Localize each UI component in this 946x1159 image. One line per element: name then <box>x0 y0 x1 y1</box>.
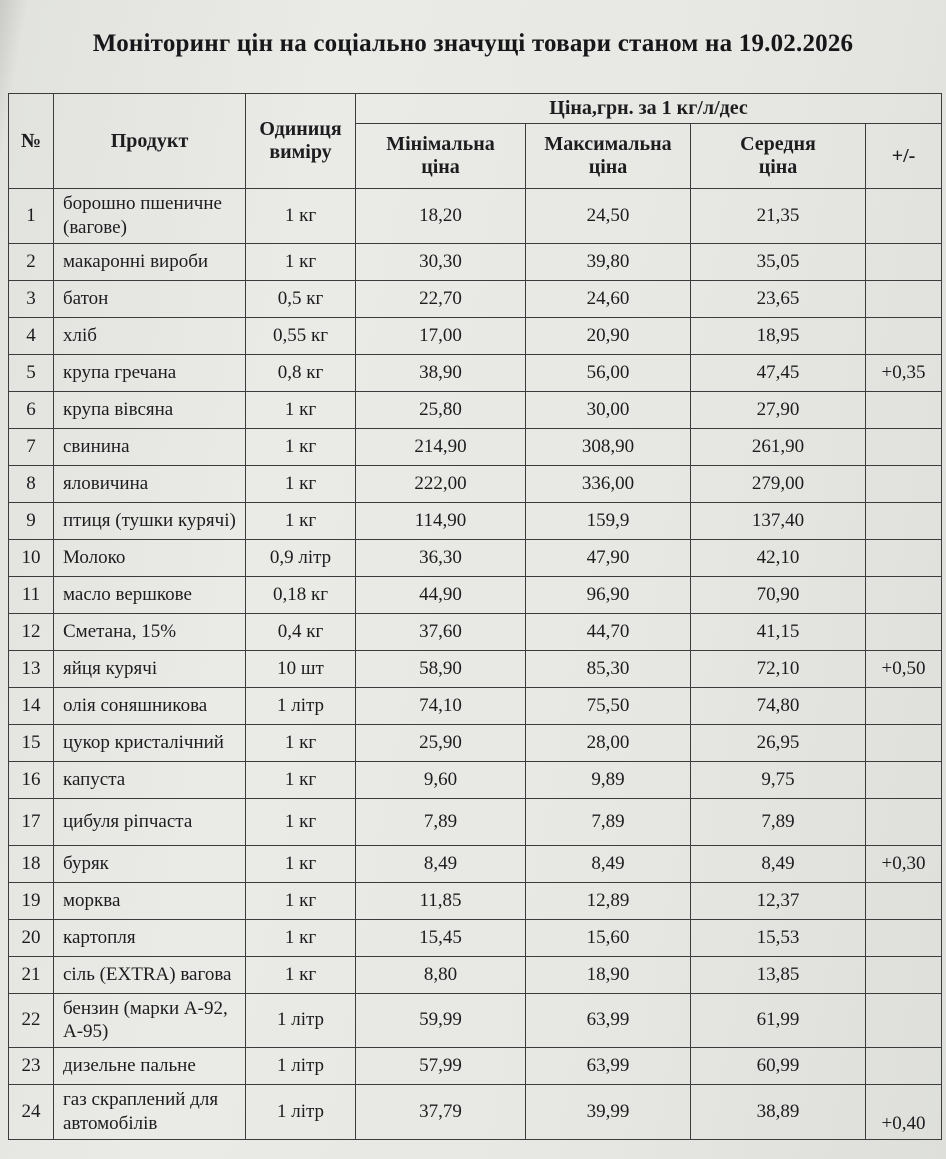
cell-delta <box>866 502 942 539</box>
cell-unit: 1 кг <box>246 243 356 280</box>
cell-unit: 1 кг <box>246 502 356 539</box>
cell-avg-price: 8,49 <box>691 845 866 882</box>
table-row <box>9 687 942 724</box>
table-row <box>9 845 942 882</box>
table-row <box>9 724 942 761</box>
cell-unit: 1 кг <box>246 845 356 882</box>
cell-number: 5 <box>9 354 54 391</box>
cell-product: макаронні вироби <box>54 243 246 280</box>
cell-delta <box>866 919 942 956</box>
header-row-group <box>9 94 942 124</box>
cell-delta <box>866 391 942 428</box>
cell-unit: 1 кг <box>246 798 356 845</box>
cell-product: крупа вівсяна <box>54 391 246 428</box>
table-row <box>9 993 942 1048</box>
cell-max-price: 75,50 <box>526 687 691 724</box>
cell-delta <box>866 956 942 993</box>
cell-delta <box>866 539 942 576</box>
cell-avg-price: 35,05 <box>691 243 866 280</box>
cell-delta <box>866 687 942 724</box>
table-row <box>9 317 942 354</box>
cell-min-price: 57,99 <box>356 1048 526 1085</box>
table-row <box>9 613 942 650</box>
table-row <box>9 956 942 993</box>
cell-min-price: 17,00 <box>356 317 526 354</box>
cell-max-price: 96,90 <box>526 576 691 613</box>
cell-avg-price: 41,15 <box>691 613 866 650</box>
cell-avg-price: 15,53 <box>691 919 866 956</box>
cell-product: яйця курячі <box>54 650 246 687</box>
cell-avg-price: 27,90 <box>691 391 866 428</box>
cell-delta <box>866 465 942 502</box>
cell-avg-price: 61,99 <box>691 993 866 1048</box>
cell-max-price: 47,90 <box>526 539 691 576</box>
cell-min-price: 25,80 <box>356 391 526 428</box>
cell-min-price: 36,30 <box>356 539 526 576</box>
cell-min-price: 18,20 <box>356 189 526 244</box>
cell-unit: 0,55 кг <box>246 317 356 354</box>
cell-unit: 0,4 кг <box>246 613 356 650</box>
cell-min-price: 8,80 <box>356 956 526 993</box>
cell-unit: 1 кг <box>246 761 356 798</box>
cell-product: птиця (тушки курячі) <box>54 502 246 539</box>
column-header-price-group: Ціна,грн. за 1 кг/л/дес <box>356 94 942 124</box>
cell-delta <box>866 613 942 650</box>
cell-delta <box>866 317 942 354</box>
cell-min-price: 30,30 <box>356 243 526 280</box>
cell-unit: 10 шт <box>246 650 356 687</box>
cell-number: 24 <box>9 1085 54 1140</box>
cell-delta <box>866 280 942 317</box>
table-row <box>9 502 942 539</box>
cell-number: 15 <box>9 724 54 761</box>
cell-unit: 0,8 кг <box>246 354 356 391</box>
cell-product: Сметана, 15% <box>54 613 246 650</box>
table-row <box>9 243 942 280</box>
cell-unit: 1 кг <box>246 956 356 993</box>
cell-unit: 1 літр <box>246 687 356 724</box>
cell-avg-price: 74,80 <box>691 687 866 724</box>
cell-avg-price: 21,35 <box>691 189 866 244</box>
cell-avg-price: 7,89 <box>691 798 866 845</box>
cell-avg-price: 70,90 <box>691 576 866 613</box>
cell-min-price: 222,00 <box>356 465 526 502</box>
cell-max-price: 24,60 <box>526 280 691 317</box>
cell-avg-price: 18,95 <box>691 317 866 354</box>
cell-delta: +0,50 <box>866 650 942 687</box>
price-monitoring-table <box>8 93 942 1140</box>
cell-avg-price: 42,10 <box>691 539 866 576</box>
cell-number: 8 <box>9 465 54 502</box>
cell-max-price: 39,99 <box>526 1085 691 1140</box>
cell-product: бензин (марки А-92, А-95) <box>54 993 246 1048</box>
cell-avg-price: 23,65 <box>691 280 866 317</box>
cell-delta <box>866 428 942 465</box>
cell-max-price: 18,90 <box>526 956 691 993</box>
cell-product: масло вершкове <box>54 576 246 613</box>
cell-product: крупа гречана <box>54 354 246 391</box>
cell-number: 21 <box>9 956 54 993</box>
cell-unit: 1 кг <box>246 724 356 761</box>
column-header-max-price: Максимальна ціна <box>526 124 691 189</box>
cell-number: 16 <box>9 761 54 798</box>
column-header-number: № <box>9 94 54 189</box>
column-header-min-price: Мінімальна ціна <box>356 124 526 189</box>
cell-min-price: 58,90 <box>356 650 526 687</box>
table-row <box>9 354 942 391</box>
cell-max-price: 9,89 <box>526 761 691 798</box>
cell-product: газ скраплений для автомобілів <box>54 1085 246 1140</box>
cell-avg-price: 72,10 <box>691 650 866 687</box>
cell-delta <box>866 724 942 761</box>
cell-min-price: 38,90 <box>356 354 526 391</box>
cell-number: 11 <box>9 576 54 613</box>
cell-number: 4 <box>9 317 54 354</box>
cell-product: цибуля ріпчаста <box>54 798 246 845</box>
cell-product: хліб <box>54 317 246 354</box>
cell-product: борошно пшеничне (вагове) <box>54 189 246 244</box>
cell-delta <box>866 761 942 798</box>
cell-max-price: 24,50 <box>526 189 691 244</box>
cell-product: батон <box>54 280 246 317</box>
table-row <box>9 919 942 956</box>
cell-delta <box>866 243 942 280</box>
cell-unit: 0,5 кг <box>246 280 356 317</box>
cell-number: 9 <box>9 502 54 539</box>
cell-max-price: 30,00 <box>526 391 691 428</box>
cell-min-price: 22,70 <box>356 280 526 317</box>
cell-unit: 1 кг <box>246 391 356 428</box>
cell-max-price: 15,60 <box>526 919 691 956</box>
table-row <box>9 1085 942 1140</box>
cell-avg-price: 279,00 <box>691 465 866 502</box>
cell-max-price: 8,49 <box>526 845 691 882</box>
cell-unit: 1 кг <box>246 465 356 502</box>
cell-min-price: 8,49 <box>356 845 526 882</box>
cell-max-price: 308,90 <box>526 428 691 465</box>
table-row <box>9 1048 942 1085</box>
table-row <box>9 882 942 919</box>
table-row <box>9 539 942 576</box>
cell-number: 20 <box>9 919 54 956</box>
cell-min-price: 9,60 <box>356 761 526 798</box>
cell-unit: 1 кг <box>246 189 356 244</box>
cell-min-price: 214,90 <box>356 428 526 465</box>
cell-max-price: 85,30 <box>526 650 691 687</box>
cell-min-price: 11,85 <box>356 882 526 919</box>
column-header-product: Продукт <box>54 94 246 189</box>
cell-min-price: 15,45 <box>356 919 526 956</box>
cell-unit: 1 кг <box>246 919 356 956</box>
cell-delta <box>866 993 942 1048</box>
cell-product: Молоко <box>54 539 246 576</box>
cell-product: буряк <box>54 845 246 882</box>
cell-number: 22 <box>9 993 54 1048</box>
cell-avg-price: 26,95 <box>691 724 866 761</box>
table-row <box>9 280 942 317</box>
cell-unit: 1 кг <box>246 428 356 465</box>
cell-avg-price: 60,99 <box>691 1048 866 1085</box>
cell-unit: 1 літр <box>246 1048 356 1085</box>
cell-number: 19 <box>9 882 54 919</box>
cell-max-price: 39,80 <box>526 243 691 280</box>
table-body <box>9 189 942 1140</box>
cell-number: 23 <box>9 1048 54 1085</box>
cell-avg-price: 261,90 <box>691 428 866 465</box>
cell-avg-price: 12,37 <box>691 882 866 919</box>
cell-delta <box>866 189 942 244</box>
cell-unit: 1 кг <box>246 882 356 919</box>
cell-number: 14 <box>9 687 54 724</box>
table-row <box>9 576 942 613</box>
cell-min-price: 74,10 <box>356 687 526 724</box>
cell-number: 3 <box>9 280 54 317</box>
cell-min-price: 114,90 <box>356 502 526 539</box>
cell-delta: +0,40 <box>866 1085 942 1140</box>
cell-max-price: 44,70 <box>526 613 691 650</box>
cell-product: яловичина <box>54 465 246 502</box>
table-row <box>9 391 942 428</box>
cell-min-price: 7,89 <box>356 798 526 845</box>
cell-min-price: 59,99 <box>356 993 526 1048</box>
cell-avg-price: 47,45 <box>691 354 866 391</box>
cell-number: 1 <box>9 189 54 244</box>
cell-delta: +0,30 <box>866 845 942 882</box>
cell-product: картопля <box>54 919 246 956</box>
table-row <box>9 428 942 465</box>
cell-unit: 0,18 кг <box>246 576 356 613</box>
cell-delta <box>866 576 942 613</box>
cell-min-price: 44,90 <box>356 576 526 613</box>
cell-unit: 0,9 літр <box>246 539 356 576</box>
cell-number: 12 <box>9 613 54 650</box>
cell-max-price: 20,90 <box>526 317 691 354</box>
cell-max-price: 63,99 <box>526 1048 691 1085</box>
cell-number: 2 <box>9 243 54 280</box>
cell-max-price: 63,99 <box>526 993 691 1048</box>
cell-min-price: 25,90 <box>356 724 526 761</box>
cell-number: 6 <box>9 391 54 428</box>
cell-product: олія соняшникова <box>54 687 246 724</box>
cell-number: 17 <box>9 798 54 845</box>
cell-delta <box>866 882 942 919</box>
document-title: Моніторинг цін на соціально значущі товари станом на 19.02.2026 <box>92 30 854 57</box>
cell-avg-price: 38,89 <box>691 1085 866 1140</box>
table-row <box>9 650 942 687</box>
cell-product: цукор кристалічний <box>54 724 246 761</box>
cell-max-price: 56,00 <box>526 354 691 391</box>
cell-number: 7 <box>9 428 54 465</box>
cell-number: 10 <box>9 539 54 576</box>
cell-avg-price: 137,40 <box>691 502 866 539</box>
cell-number: 18 <box>9 845 54 882</box>
cell-delta <box>866 1048 942 1085</box>
table-row <box>9 465 942 502</box>
cell-delta: +0,35 <box>866 354 942 391</box>
table-row <box>9 798 942 845</box>
cell-number: 13 <box>9 650 54 687</box>
cell-product: свинина <box>54 428 246 465</box>
cell-unit: 1 літр <box>246 1085 356 1140</box>
cell-max-price: 159,9 <box>526 502 691 539</box>
cell-max-price: 12,89 <box>526 882 691 919</box>
cell-avg-price: 13,85 <box>691 956 866 993</box>
table-header <box>9 94 942 189</box>
cell-min-price: 37,79 <box>356 1085 526 1140</box>
cell-min-price: 37,60 <box>356 613 526 650</box>
column-header-unit: Одиниця виміру <box>246 94 356 189</box>
column-header-delta: +/- <box>866 124 942 189</box>
cell-product: морква <box>54 882 246 919</box>
cell-product: дизельне пальне <box>54 1048 246 1085</box>
cell-product: капуста <box>54 761 246 798</box>
cell-max-price: 336,00 <box>526 465 691 502</box>
table-row <box>9 189 942 244</box>
column-header-avg-price: Середня ціна <box>691 124 866 189</box>
table-row <box>9 761 942 798</box>
cell-max-price: 7,89 <box>526 798 691 845</box>
cell-avg-price: 9,75 <box>691 761 866 798</box>
cell-delta <box>866 798 942 845</box>
cell-unit: 1 літр <box>246 993 356 1048</box>
cell-product: сіль (EXTRA) вагова <box>54 956 246 993</box>
cell-max-price: 28,00 <box>526 724 691 761</box>
